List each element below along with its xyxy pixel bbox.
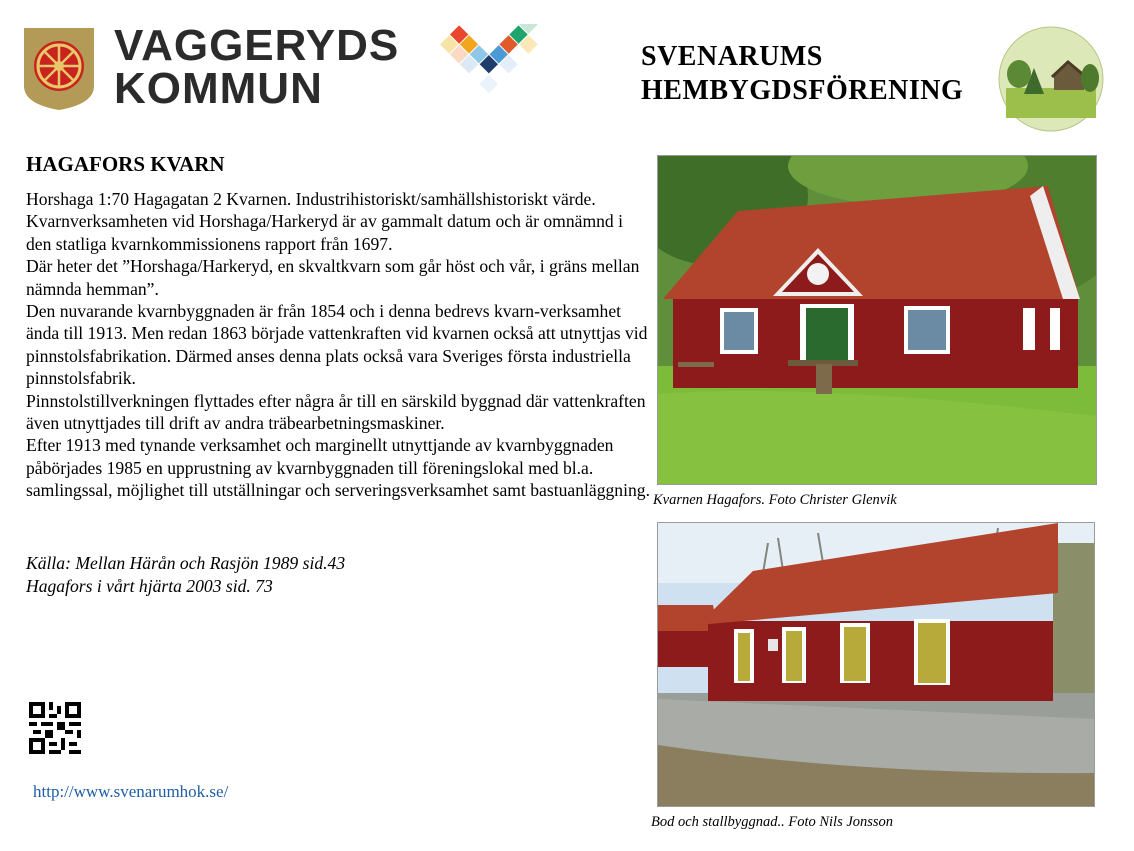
source-line: Källa: Mellan Härån och Rasjön 1989 sid.43 [26,553,346,573]
municipality-name [114,21,400,113]
municipality-name-line1: VAGGERYDS [114,21,400,70]
photo-barn-building [657,522,1095,807]
article-paragraph: Pinnstolstillverkningen flyttades efter några år till en särskild byggnad där vattenkraften även utnyttjades till drift av andra träbearbetningsmaskiner. [26,390,646,434]
sources [26,552,345,598]
kommun-chevron-logo-icon [424,24,548,120]
article-body [26,188,651,502]
vaggeryd-coat-of-arms-icon [22,26,96,112]
association-name-line1: SVENARUMS [641,41,823,72]
article-title: HAGAFORS KVARN [26,152,225,176]
photo-mill-building [657,155,1097,485]
website-link[interactable]: http://www.svenarumhok.se/ [33,782,229,801]
association-name-line2: HEMBYGDSFÖRENING [641,75,964,106]
qr-code-icon[interactable] [29,702,81,754]
article-paragraph: Horshaga 1:70 Hagagatan 2 Kvarnen. Industrihistoriskt/samhällshistoriskt värde. Kvarnverksamheten vid Horshaga/Harkeryd är av gammalt datum och är omnämnd i den statliga kvarnkommissionens rapport från 1697. [26,189,624,254]
article-paragraph: Efter 1913 med tynande verksamhet och marginellt utnyttjande av kvarnbyggnaden påbörjades 1985 en upprustning av kvarnbyggnaden till föreningslokal med bl.a. samlingssal, möjlighet till utställningar och serveringsverksamhet samt bastuanläggning. [26,435,650,501]
hembygdsforening-logo-icon [994,16,1108,142]
photo-caption: Bod och stallbyggnad.. Foto Nils Jonsson [651,814,894,830]
association-name [641,40,963,108]
municipality-name-line2: KOMMUN [114,64,323,113]
article-paragraph: Där heter det ”Horshaga/Harkeryd, en skvaltkvarn som går höst och vår, i gräns mellan nämnda hemman”. [26,256,640,299]
photo-caption: Kvarnen Hagafors. Foto Christer Glenvik [653,492,897,508]
article-paragraph: Den nuvarande kvarnbyggnaden är från 1854 och i denna bedrevs kvarn-verksamhet ända till 1913. Men redan 1863 började vattenkraften vid kvarnen också att utnyttjas vid pinnstolsfabrikation. Därmed anses denna plats också vara Sveriges första industriella pinnstolsfabrik. [26,301,648,389]
source-line: Hagafors i vårt hjärta 2003 sid. 73 [26,576,273,596]
